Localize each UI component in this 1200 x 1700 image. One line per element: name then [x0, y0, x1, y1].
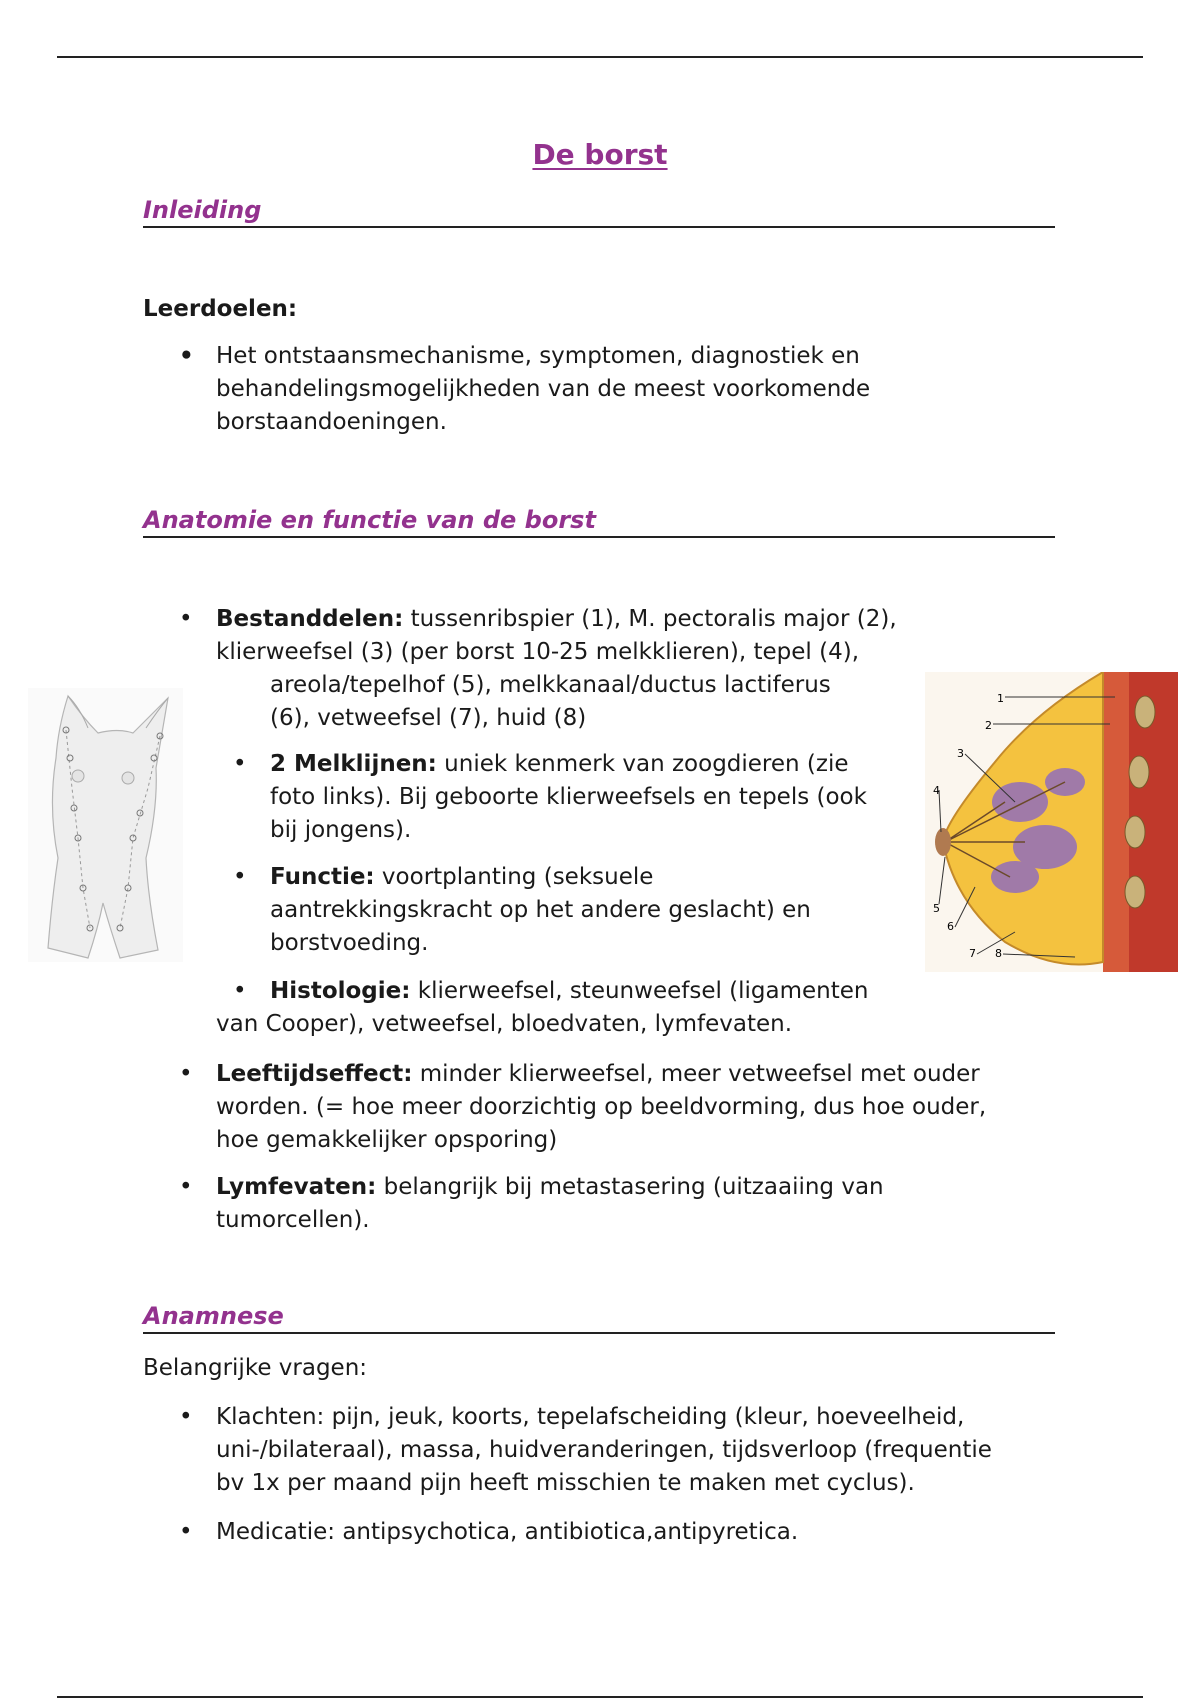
list-item-leeftijdseffect: • Leeftijdseffect: minder klierweefsel, meer vetweefsel met ouder worden. (= hoe meer doorzichtig op beeldvorming, dus hoe ouder, hoe gemakkelijker opsporing)	[216, 1058, 1046, 1157]
bullet-icon: •	[179, 1519, 193, 1545]
bottom-rule	[57, 1696, 1143, 1698]
list-item-lymfevaten: • Lymfevaten: belangrijk bij metastasering (uitzaaiing van tumorcellen).	[216, 1171, 1046, 1237]
section-heading-anatomie: Anatomie en functie van de borst	[143, 504, 1055, 538]
milk-lines-figure	[28, 688, 183, 962]
diagram-label: 5	[933, 902, 940, 915]
bullet-icon: •	[179, 343, 194, 369]
list-item-klachten: • Klachten: pijn, jeuk, koorts, tepelafscheiding (kleur, hoeveelheid, uni-/bilateraal), massa, huidveranderingen, tijdsverloop (frequentie bv 1x per maand pijn heeft misschien te maken met cyclus).	[216, 1401, 1046, 1500]
bullet-icon: •	[179, 1061, 193, 1087]
leerdoelen-list	[179, 340, 956, 439]
list-item-histologie: • Histologie: klierweefsel, steunweefsel (ligamenten van Cooper), vetweefsel, bloedvaten, lymfevaten.	[216, 975, 956, 1041]
bullet-icon: •	[179, 606, 193, 632]
list-item-bestanddelen: • Bestanddelen: tussenribspier (1), M. pectoralis major (2), klierweefsel (3) (per borst 10-25 melkklieren), tepel (4), areola/tepelhof (5), melkkanaal/ductus lactiferus (6), vetweefsel (7), huid (8)	[216, 603, 956, 735]
bullet-icon: •	[233, 864, 247, 890]
diagram-label: 8	[995, 947, 1002, 960]
bullet-icon: •	[233, 978, 247, 1004]
breast-anatomy-diagram	[925, 672, 1178, 972]
anamnese-intro: Belangrijke vragen:	[143, 1355, 368, 1381]
section-heading-anamnese: Anamnese	[143, 1300, 1055, 1334]
list-item: • Het ontstaansmechanisme, symptomen, diagnostiek en behandelingsmogelijkheden van de meest voorkomende borstaandoeningen.	[216, 340, 956, 439]
diagram-label: 3	[957, 747, 964, 760]
diagram-label: 1	[997, 692, 1004, 705]
diagram-label: 6	[947, 920, 954, 933]
page-title: De borst	[532, 138, 668, 171]
diagram-label: 7	[969, 947, 976, 960]
diagram-label: 4	[933, 784, 940, 797]
section-heading-inleiding: Inleiding	[143, 194, 1055, 228]
list-item-melklijnen: • 2 Melklijnen: uniek kenmerk van zoogdieren (zie foto links). Bij geboorte klierweefsels en tepels (ook bij jongens).	[270, 748, 930, 847]
leerdoelen-label: Leerdoelen:	[143, 296, 298, 322]
bullet-icon: •	[179, 1404, 193, 1430]
bullet-icon: •	[179, 1174, 193, 1200]
list-item-medicatie: • Medicatie: antipsychotica, antibiotica,antipyretica.	[216, 1516, 1046, 1549]
bullet-icon: •	[233, 751, 247, 777]
diagram-label: 2	[985, 719, 992, 732]
top-rule	[57, 56, 1143, 58]
list-item-functie: • Functie: voortplanting (seksuele aantrekkingskracht op het andere geslacht) en borstvoeding.	[270, 861, 930, 960]
